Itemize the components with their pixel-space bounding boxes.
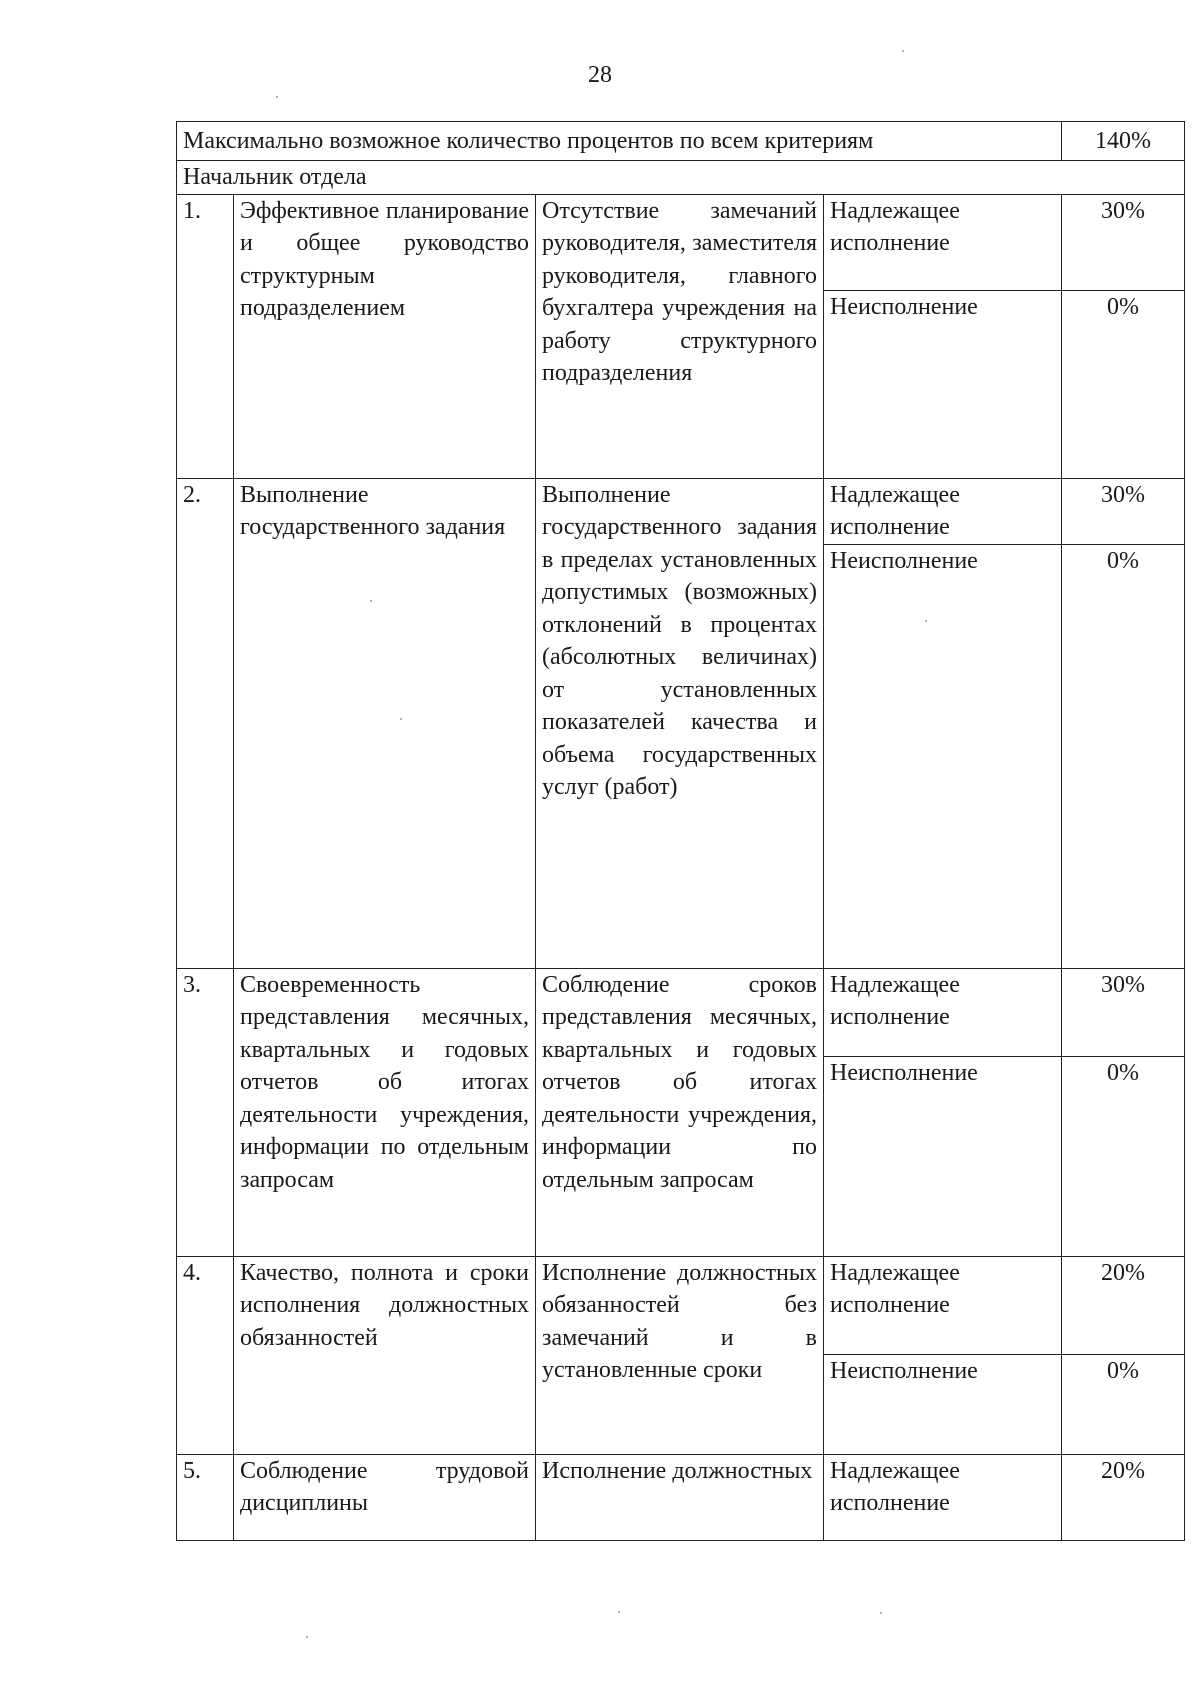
outcome-value: 0% [1062,1056,1185,1256]
outcome-value: 20% [1062,1256,1185,1354]
outcome-value: 0% [1062,1354,1185,1454]
row-number: 4. [177,1256,234,1454]
criterion-text: Эффективное планирование и общее руководство структурным подразделением [234,194,536,478]
max-percent-label: Максимально возможное количество процентов по всем критериям [177,122,1062,161]
outcome-value: 30% [1062,194,1185,290]
condition-text: Исполнение должностных [536,1454,824,1540]
criterion-text: Соблюдение трудовой дисциплины [234,1454,536,1540]
scan-speck [276,96,278,98]
outcome-label: Надлежащее исполнение [824,1454,1062,1540]
criteria-table [176,121,1185,1541]
row-number: 1. [177,194,234,478]
condition-text: Исполнение должностных обязанностей без замечаний и в установленные сроки [536,1256,824,1454]
outcome-value: 0% [1062,290,1185,478]
criterion-text: Качество, полнота и сроки исполнения должностных обязанностей [234,1256,536,1454]
outcome-label: Надлежащее исполнение [824,478,1062,544]
scan-speck [370,600,372,602]
criterion-row [177,194,1185,290]
row-number: 3. [177,968,234,1256]
criterion-row [177,478,1185,544]
outcome-label: Надлежащее исполнение [824,1256,1062,1354]
outcome-value: 30% [1062,478,1185,544]
outcome-label: Неисполнение [824,1354,1062,1454]
max-percent-value: 140% [1062,122,1185,161]
condition-text: Соблюдение сроков представления месячных, квартальных и годовых отчетов об итогах деятельности учреждения, информации по отдельным запросам [536,968,824,1256]
criterion-text: Своевременность представления месячных, квартальных и годовых отчетов об итогах деятельности учреждения, информации по отдельным запросам [234,968,536,1256]
scan-speck [400,718,402,720]
outcome-label: Неисполнение [824,1056,1062,1256]
scan-speck [880,1612,882,1614]
outcome-value: 20% [1062,1454,1185,1540]
row-number: 2. [177,478,234,968]
section-title: Начальник отдела [177,161,1185,195]
outcome-label: Надлежащее исполнение [824,968,1062,1056]
scan-speck [306,1636,308,1638]
outcome-value: 30% [1062,968,1185,1056]
condition-text: Отсутствие замечаний руководителя, заместителя руководителя, главного бухгалтера учреждения на работу структурного подразделения [536,194,824,478]
page-number: 28 [588,62,612,88]
scan-speck [618,1611,620,1613]
outcome-label: Неисполнение [824,290,1062,478]
row-number: 5. [177,1454,234,1540]
section-row [177,161,1185,195]
condition-text: Выполнение государственного задания в пределах установленных допустимых (возможных) отклонений в процентах (абсолютных величинах) от установленных показателей качества и объема государственных услуг (работ) [536,478,824,968]
outcome-label: Неисполнение [824,544,1062,968]
max-percent-row [177,122,1185,161]
criterion-text: Выполнение государственного задания [234,478,536,968]
criterion-row [177,1454,1185,1540]
criterion-row [177,1256,1185,1354]
outcome-value: 0% [1062,544,1185,968]
scan-speck [902,50,904,52]
criterion-row [177,968,1185,1056]
scan-speck [925,620,927,622]
outcome-label: Надлежащее исполнение [824,194,1062,290]
